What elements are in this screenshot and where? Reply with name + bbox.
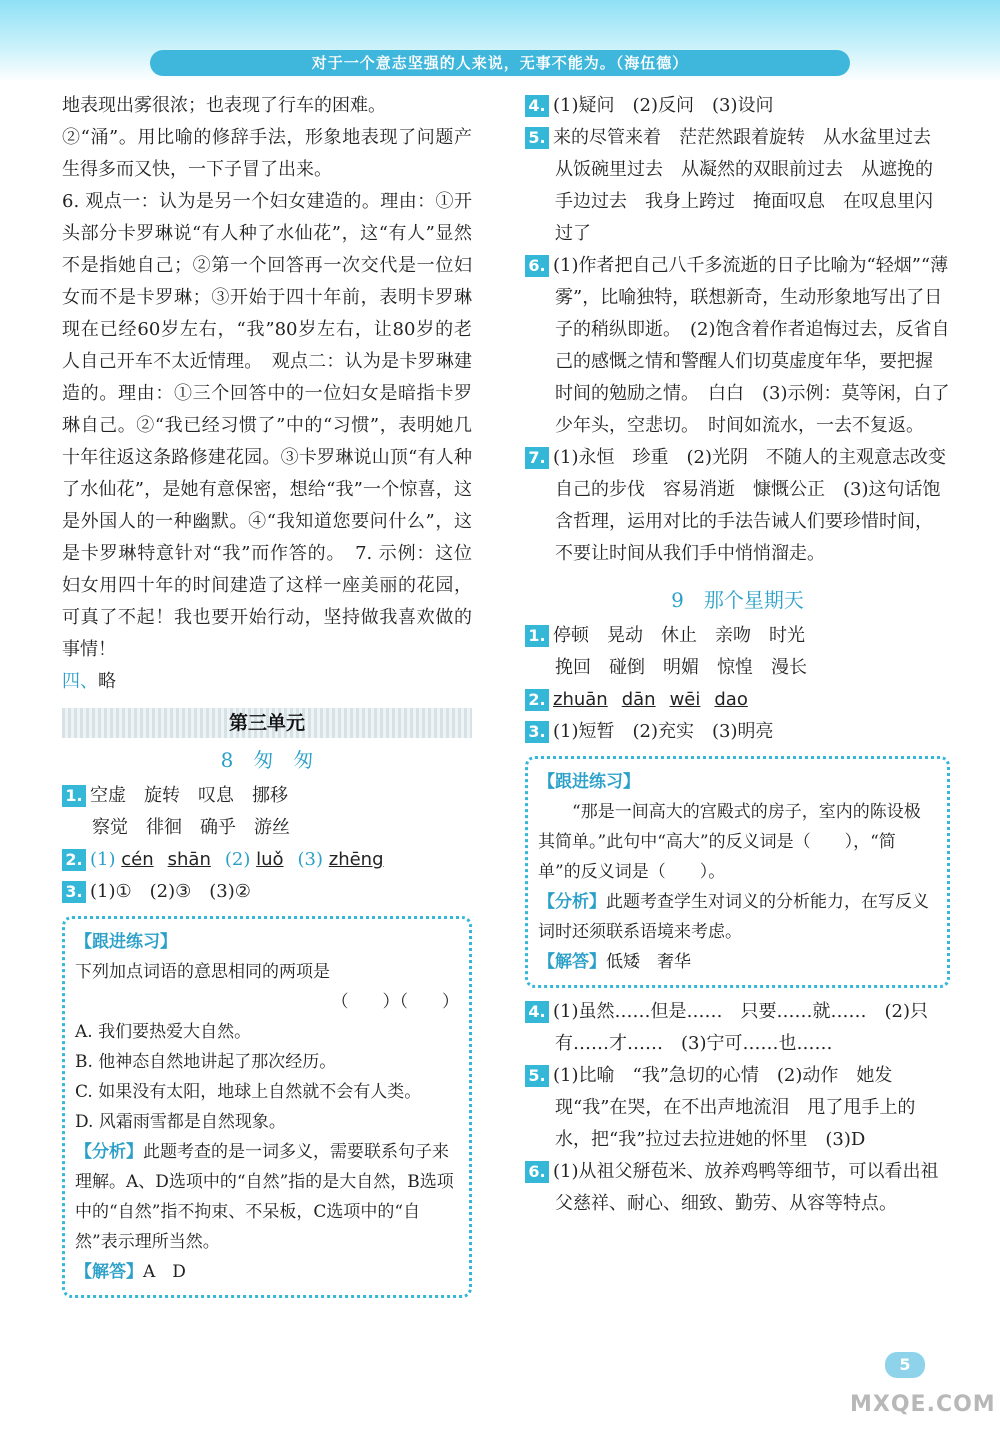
r3-number: 3. — [525, 721, 549, 743]
practice-box-left — [62, 916, 472, 1298]
watermark: MXQE.COM — [850, 1392, 996, 1417]
pinyin: shān — [167, 849, 211, 870]
q7-block — [525, 442, 950, 570]
pinyin: luǒ — [256, 849, 284, 870]
q3-block — [62, 876, 472, 908]
answer-text: A D — [143, 1262, 186, 1282]
q5-number: 5. — [525, 127, 549, 149]
pinyin: dān — [621, 689, 656, 710]
practice-tag: 【跟进练习】 — [538, 772, 640, 792]
q3-number: 3. — [62, 881, 86, 903]
practice-box-right — [525, 756, 950, 988]
analysis-tag: 【分析】 — [75, 1142, 143, 1162]
q2-part: (2) — [224, 849, 251, 870]
unit-title: 第三单元 — [62, 708, 472, 738]
section-four — [62, 666, 472, 698]
practice-blanks: （ ）（ ） — [331, 992, 459, 1012]
r6-number: 6. — [525, 1161, 549, 1183]
q6-number: 6. — [525, 255, 549, 277]
answer-tag: 【解答】 — [75, 1262, 143, 1282]
r1-block — [525, 620, 950, 684]
q2-block — [62, 844, 472, 876]
analysis-text: 此题考查学生对词义的分析能力，在写反义词时还须联系语境来考虑。 — [538, 892, 929, 942]
practice-question: “那是一间高大的宫殿式的房子，室内的陈设极其简单。”此句中“高大”的反义词是（ ），“简单”的反义词是（ ）。 — [538, 802, 921, 882]
analysis-text: 此题考查的是一词多义，需要联系句子来理解。A、D选项中的“自然”指的是大自然，B选项中的“自然”指不拘束、不呆板，C选项中的“自然”表示理所当然。 — [75, 1142, 454, 1252]
section-four-label: 四、 — [62, 671, 98, 692]
pinyin: wēi — [669, 689, 701, 710]
practice-option: D. 风霜雨雪都是自然现象。 — [75, 1112, 286, 1132]
lesson-8-title: 8 匆 匆 — [220, 748, 314, 772]
r2-block — [525, 684, 950, 716]
practice-option: C. 如果没有太阳，地球上自然就不会有人类。 — [75, 1082, 422, 1102]
analysis-tag: 【分析】 — [538, 892, 606, 912]
q1-number: 1. — [62, 785, 86, 807]
r1-line-2: 挽回 碰倒 明媚 惊惶 漫长 — [555, 657, 807, 678]
q2-part: (3) — [297, 849, 324, 870]
q4-number: 4. — [525, 95, 549, 117]
practice-option: A. 我们要热爱大自然。 — [75, 1022, 252, 1042]
q1-line-1: 空虚 旋转 叹息 挪移 — [90, 785, 288, 806]
answer-line: 地表现出雾很浓；也表现了行车的困难。 — [62, 95, 386, 116]
r3-text: (1)短暂 (2)充实 (3)明亮 — [553, 721, 774, 742]
right-column — [525, 90, 950, 1220]
r5-number: 5. — [525, 1065, 549, 1087]
q2-part: (1) — [90, 849, 116, 870]
r1-number: 1. — [525, 625, 549, 647]
q2-number: 2. — [62, 849, 86, 871]
q3-text: (1)① (2)③ (3)② — [90, 881, 251, 902]
r6-block — [525, 1156, 950, 1220]
answer-text: 低矮 奢华 — [606, 952, 691, 972]
r4-number: 4. — [525, 1001, 549, 1023]
r5-text: (1)比喻 “我”急切的心情 (2)动作 她发现“我”在哭，在不出声地流泪 甩了甩手上的水，把“我”拉过去拉进她的怀里 (3)D — [553, 1065, 916, 1150]
practice-option: B. 他神态自然地讲起了那次经历。 — [75, 1052, 337, 1072]
answer-tag: 【解答】 — [538, 952, 606, 972]
q6-block — [525, 250, 950, 442]
r1-line-1: 停顿 晃动 休止 亲吻 时光 — [553, 625, 805, 646]
q1-block — [62, 780, 472, 844]
pinyin: zhuān — [553, 689, 608, 710]
r4-block — [525, 996, 950, 1060]
q7-number: 7. — [525, 447, 549, 469]
r5-block — [525, 1060, 950, 1156]
q7-text: (1)永恒 珍重 (2)光阴 不随人的主观意志改变自己的步伐 容易消逝 慷慨公正 (3)这句话饱含哲理，运用对比的手法告诫人们要珍惜时间，不要让时间从我们手中悄悄溜走。 — [553, 447, 946, 564]
q4-text: (1)疑问 (2)反问 (3)设问 — [553, 95, 774, 116]
pinyin: cén — [121, 849, 154, 870]
section-four-text: 略 — [98, 671, 116, 692]
answer-q6-q7: 6. 观点一：认为是另一个妇女建造的。理由：①开头部分卡罗琳说“有人种了水仙花”，这“有人”显然不是指她自己；②第一个回答再一次交代是一位妇女而不是卡罗琳；③开始于四十年前，表明卡罗琳现在已经60岁左右，“我”80岁左右，让80岁的老人自己开车不太近情理。 观点二：认为是卡罗琳建造的。理由：①三个回答中的一位妇女是暗指卡罗琳自己。②“我已经习惯了”中的“习惯”，表明她几十年往返这条路修建花园。③卡罗琳说山顶“有人种了水仙花”，是她有意保密，想给“我”一个惊喜，这是外国人的一种幽默。④“我知道您要问什么”，这是卡罗琳特意针对“我”而作答的。 7. 示例：这位妇女用四十年的时间建造了这样一座美丽的花园，可真了不起！我也要开始行动，坚持做我喜欢做的事情！ — [62, 191, 472, 660]
q5-text: 来的尽管来着 茫茫然跟着旋转 从水盆里过去 从饭碗里过去 从凝然的双眼前过去 从遮挽的手边过去 我身上跨过 掩面叹息 在叹息里闪过了 — [553, 127, 949, 244]
pinyin: dao — [714, 689, 748, 710]
q4-block — [525, 90, 950, 122]
practice-question: 下列加点词语的意思相同的两项是 — [75, 962, 330, 982]
answer-line: ②“涌”。用比喻的修辞手法，形象地表现了问题产生得多而又快，一下子冒了出来。 — [62, 127, 472, 180]
left-column — [62, 90, 472, 1306]
header-banner — [0, 0, 1000, 82]
r4-text: (1)虽然……但是…… 只要……就…… (2)只有……才…… (3)宁可……也…… — [553, 1001, 928, 1054]
q6-text: (1)作者把自己八千多流逝的日子比喻为“轻烟”“薄雾”，比喻独特，联想新奇，生动形象地写出了日子的稍纵即逝。 (2)饱含着作者追悔过去，反省自己的感慨之情和警醒人们切莫虚度年华，要把握时间的勉励之情。 白白 (3)示例：莫等闲，白了少年头，空悲切。 时间如流水，一去不复返。 — [553, 255, 950, 436]
r3-block — [525, 716, 950, 748]
lesson-9-title: 9 那个星期天 — [671, 588, 804, 612]
header-quote: 对于一个意志坚强的人来说，无事不能为。（海伍德） — [150, 50, 850, 76]
pinyin: zhēng — [328, 849, 384, 870]
practice-tag: 【跟进练习】 — [75, 932, 177, 952]
q1-line-2: 察觉 徘徊 确乎 游丝 — [92, 817, 290, 838]
r6-text: (1)从祖父掰苞米、放养鸡鸭等细节，可以看出祖父慈祥、耐心、细致、勤劳、从容等特点。 — [553, 1161, 939, 1214]
page-number: 5 — [885, 1352, 925, 1378]
q5-block — [525, 122, 950, 250]
r2-number: 2. — [525, 689, 549, 711]
